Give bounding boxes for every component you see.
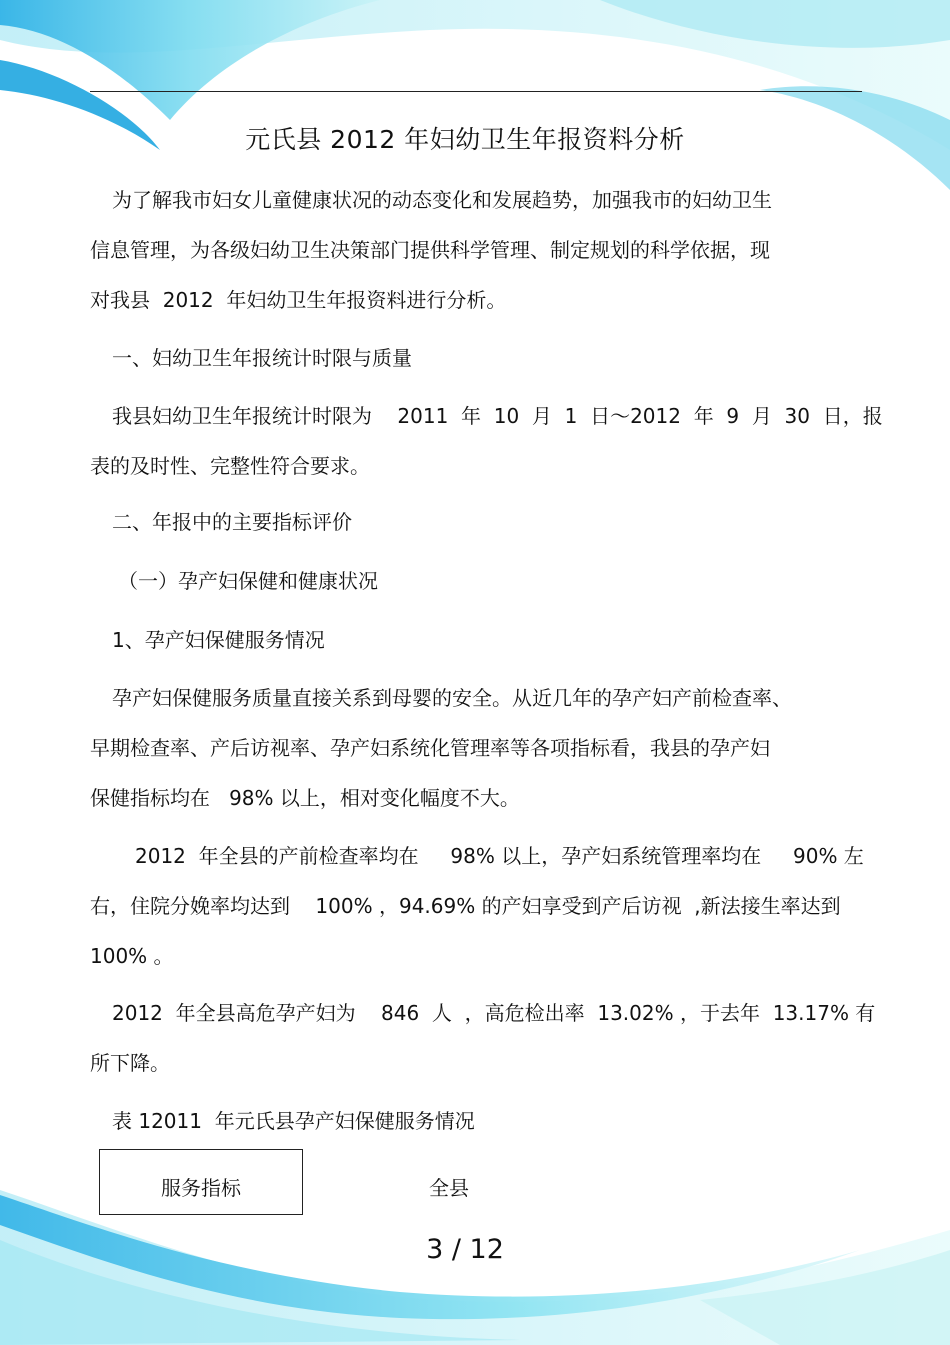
table-header-county: 全县 (429, 1176, 469, 1200)
document-title: 元氏县 2012 年妇幼卫生年报资料分析 (245, 125, 685, 154)
paragraph-line: 右，住院分娩率均达到 100% ，94.69% 的产妇享受到产后访视 ,新法接生率达到 (90, 894, 841, 918)
paragraph-line: 对我县 2012 年妇幼卫生年报资料进行分析。 (90, 288, 507, 312)
paragraph-line: 2012 年全县高危孕产妇为 846 人 ，高危检出率 13.02% ，于去年 13.17% 有 (112, 1001, 876, 1025)
subsection-heading: 1、孕产妇保健服务情况 (112, 628, 325, 652)
subsection-heading: （一）孕产妇保健和健康状况 (118, 569, 378, 593)
table-header-indicator: 服务指标 (161, 1176, 241, 1200)
paragraph-line: 孕产妇保健服务质量直接关系到母婴的安全。从近几年的孕产妇产前检查率、 (112, 686, 792, 710)
paragraph-line: 早期检查率、产后访视率、孕产妇系统化管理率等各项指标看，我县的孕产妇 (90, 736, 770, 760)
paragraph-line: 2012 年全县的产前检查率均在 98% 以上，孕产妇系统管理率均在 90% 左 (135, 844, 864, 868)
paragraph-line: 为了解我市妇女儿童健康状况的动态变化和发展趋势，加强我市的妇幼卫生 (112, 188, 772, 212)
paragraph-line: 100% 。 (90, 944, 174, 968)
paragraph-line: 所下降。 (90, 1051, 170, 1075)
page-number: 3 / 12 (426, 1234, 504, 1265)
paragraph-line: 表的及时性、完整性符合要求。 (90, 454, 370, 478)
paragraph-line: 我县妇幼卫生年报统计时限为 2011 年 10 月 1 日～2012 年 9 月 30 日，报 (112, 404, 883, 428)
section-heading: 二、年报中的主要指标评价 (112, 510, 352, 534)
header-rule (90, 91, 862, 92)
section-heading: 一、妇幼卫生年报统计时限与质量 (112, 346, 412, 370)
paragraph-line: 信息管理，为各级妇幼卫生决策部门提供科学管理、制定规划的科学依据，现 (90, 238, 770, 262)
table-caption: 表 12011 年元氏县孕产妇保健服务情况 (112, 1109, 475, 1133)
paragraph-line: 保健指标均在 98% 以上，相对变化幅度不大。 (90, 786, 520, 810)
